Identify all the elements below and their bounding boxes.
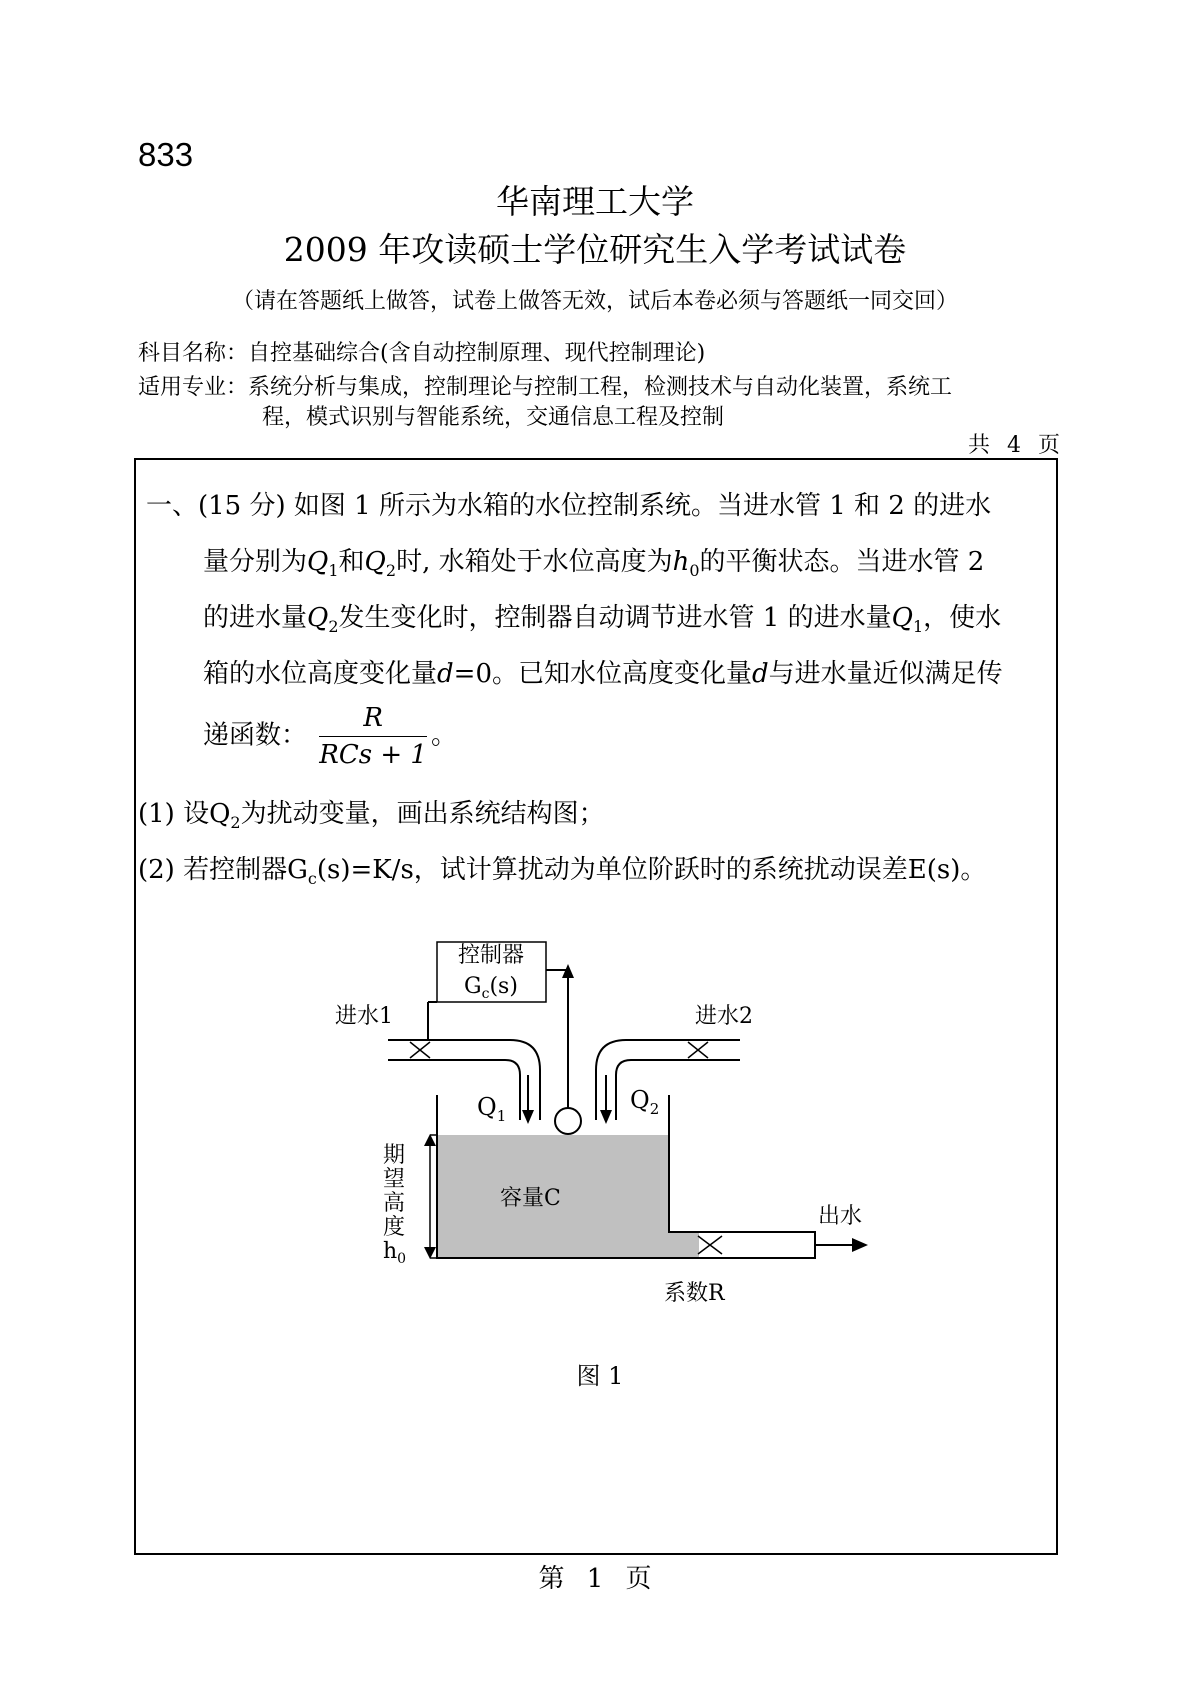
svg-text:望: 望 [383, 1167, 406, 1192]
outlet-label: 出水 [818, 1204, 863, 1229]
inlet1-label: 进水1 [335, 1004, 393, 1029]
outlet-water [669, 1232, 699, 1258]
majors-line1: 适用专业：系统分析与集成，控制理论与控制工程，检测技术与自动化装置，系统工 [138, 375, 953, 400]
q1-sub2: (2) 若控制器$G_c(s)=K/s$，试计算扰动为单位阶跃时的系统扰动误差E(s)。 [138, 855, 987, 889]
exam-code: 833 [138, 136, 194, 173]
q1-line5: 递函数： $\frac{R}{\text{RCs + 1}}$ 。 [203, 700, 457, 773]
height-arrow-down-icon [424, 1247, 436, 1259]
inlet-pipe-1 [388, 1040, 540, 1120]
height-label [383, 1143, 406, 1267]
subject-name: 科目名称：自控基础综合(含自动控制原理、现代控制理论) [138, 341, 706, 366]
q1-arrow-icon [522, 1110, 534, 1124]
float-sensor-icon [555, 1108, 581, 1134]
q1-line3: 的进水量$Q_2$发生变化时，控制器自动调节进水管 1 的进水量$Q_1$，使水 [203, 603, 1002, 637]
outlet-arrow-icon [852, 1238, 868, 1252]
figure-caption: 图 1 [576, 1362, 624, 1390]
q1-label: $Q_1$ [477, 1093, 507, 1125]
capacity-label: 容量C [500, 1186, 561, 1211]
coef-label: 系数R [664, 1281, 725, 1306]
svg-text:高: 高 [383, 1191, 406, 1216]
outlet-valve-icon [698, 1236, 722, 1254]
transfer-function: $\frac{R}{\text{RCs + 1}}$ [319, 700, 427, 773]
page-number: 第 1 页 [538, 1564, 652, 1594]
q2-arrow-icon [600, 1110, 612, 1124]
exam-title: 2009 年攻读硕士学位研究生入学考试试卷 [283, 230, 907, 269]
q1-sub1: (1) 设$Q_2$为扰动变量，画出系统结构图； [138, 799, 605, 833]
svg-text:度: 度 [383, 1215, 406, 1240]
svg-text:h0: $h_0$ [383, 1239, 407, 1267]
inlet-valve-2-icon [688, 1042, 708, 1058]
q1-line1: 一、(15 分) 如图 1 所示为水箱的水位控制系统。当进水管 1 和 2 的进水 [146, 491, 992, 521]
q1-line4: 箱的水位高度变化量d=0。已知水位高度变化量d与进水量近似满足传 [203, 659, 1003, 689]
controller-tf: $G_c(s)$ [464, 974, 518, 1002]
university-name: 华南理工大学 [496, 182, 694, 221]
controller-label: 控制器 [457, 943, 525, 968]
height-arrow-up-icon [424, 1134, 436, 1146]
inlet-valve-1-icon [410, 1042, 430, 1058]
exam-notice: （请在答题纸上做答，试卷上做答无效，试后本卷必须与答题纸一同交回） [231, 289, 958, 314]
total-pages: 共 4 页 [968, 433, 1060, 458]
majors-line2: 程，模式识别与智能系统，交通信息工程及控制 [262, 405, 725, 430]
inlet2-label: 进水2 [695, 1004, 753, 1029]
q2-label: $Q_2$ [630, 1086, 660, 1118]
q1-line2: 量分别为$Q_1$和$Q_2$时, 水箱处于水位高度为$h_0$的平衡状态。当进水管 2 [203, 547, 985, 581]
svg-text:期: 期 [383, 1143, 406, 1168]
